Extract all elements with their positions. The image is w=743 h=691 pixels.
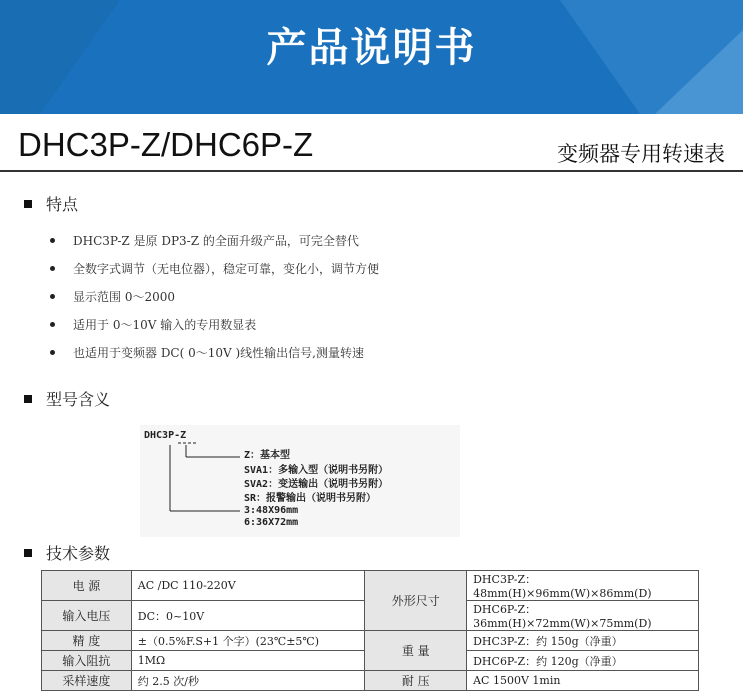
header-banner [0,0,743,114]
spec-value: 1MΩ [131,651,365,671]
specs-heading-label: 技术参数 [46,544,111,563]
features-heading [24,192,78,215]
spec-label: 电 源 [42,571,132,601]
option-text: Z：基本型 [244,450,291,461]
model-title: DHC3P-Z/DHC6P-Z [18,126,314,163]
feature-item [50,288,175,305]
square-bullet-icon [24,395,32,403]
feature-item [50,316,256,333]
specs-heading [24,541,110,564]
table-row [42,631,699,651]
feature-text: 显示范围 0～2000 [73,290,175,304]
spec-value: AC 1500V 1min [467,671,699,691]
square-bullet-icon [24,549,32,557]
feature-text: 适用于 0～10V 输入的专用数显表 [73,318,257,332]
model-meaning-heading-label: 型号含义 [46,390,111,409]
feature-item [50,232,359,249]
feature-text: 也适用于变频器 DC( 0～10V )线性输出信号,测量转速 [73,346,364,360]
specs-table [41,570,699,691]
square-bullet-icon [24,200,32,208]
spec-label: 输入电压 [42,601,132,631]
spec-label: 采样速度 [42,671,132,691]
spec-value: AC /DC 110-220V [131,571,365,601]
spec-label: 重 量 [365,631,467,671]
option-text: SVA2：变送输出（说明书另附） [244,479,389,490]
title-divider [0,170,743,172]
banner-title: 产品说明书 [266,25,477,71]
spec-label: 外形尺寸 [365,571,467,631]
spec-value: DHC3P-Z：48mm(H)×96mm(W)×86mm(D) [467,571,699,601]
bullet-icon [50,294,55,299]
features-heading-label: 特点 [46,195,79,214]
feature-item [50,344,364,361]
bullet-icon [50,238,55,243]
spec-value: 约 2.5 次/秒 [131,671,365,691]
bullet-icon [50,266,55,271]
table-row [42,571,699,601]
spec-value: DC：0~10V [131,601,365,631]
spec-label: 输入阻抗 [42,651,132,671]
size-text: 6:36X72mm [244,517,299,528]
model-meaning-heading [24,387,110,410]
feature-text: 全数字式调节（无电位器），稳定可靠，变化小，调节方便 [73,262,380,276]
option-text: SVA1：多输入型（说明书另附） [244,465,389,476]
bullet-icon [50,322,55,327]
spec-label: 精 度 [42,631,132,651]
option-text: SR：报警输出（说明书另附） [244,493,377,504]
feature-text: DHC3P-Z 是原 DP3-Z 的全面升级产品，可完全替代 [73,234,359,248]
model-code: DHC3P-Z [144,430,187,441]
feature-item [50,260,379,277]
spec-label: 耐 压 [365,671,467,691]
spec-value: DHC3P-Z：约 150g（净重） [467,631,699,651]
bullet-icon [50,350,55,355]
size-text: 3:48X96mm [244,505,299,516]
model-subtitle: 变频器专用转速表 [557,142,725,166]
spec-value: DHC6P-Z：约 120g（净重） [467,651,699,671]
model-code-diagram [140,425,460,537]
spec-value: ±（0.5%F.S+1 个字）(23℃±5℃) [131,631,365,651]
spec-value: DHC6P-Z：36mm(H)×72mm(W)×75mm(D) [467,601,699,631]
table-row [42,671,699,691]
